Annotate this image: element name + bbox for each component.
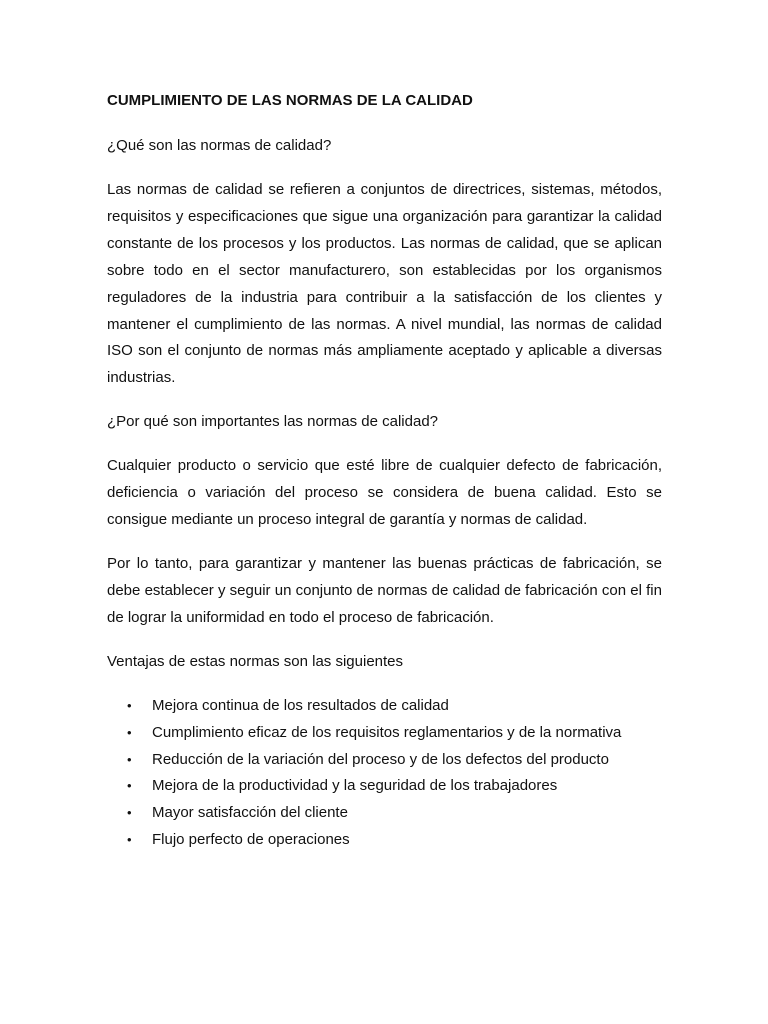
document-page <box>107 88 662 854</box>
list-item-text: Cumplimiento eficaz de los requisitos reglamentarios y de la normativa <box>152 723 622 741</box>
list-item-text: Reducción de la variación del proceso y de los defectos del producto <box>152 750 609 768</box>
bullet-icon: • <box>127 832 132 848</box>
paragraph-importance: Cualquier producto o servicio que esté libre de cualquier defecto de fabricación, deficiencia o variación del proceso se considera de buena calidad. Esto se consigue mediante un proceso integral de garantía y normas de calidad. <box>107 457 662 529</box>
list-item-text: Mejora continua de los resultados de calidad <box>152 696 449 714</box>
section-question-2: ¿Por qué son importantes las normas de calidad? <box>107 413 439 431</box>
list-item <box>107 693 662 720</box>
bullet-icon: • <box>127 724 132 740</box>
list-item-text: Mayor satisfacción del cliente <box>152 804 348 822</box>
document-title: CUMPLIMIENTO DE LAS NORMAS DE LA CALIDAD <box>107 92 473 109</box>
section-question-1: ¿Qué son las normas de calidad? <box>107 137 332 154</box>
paragraph-definition: Las normas de calidad se refieren a conjuntos de directrices, sistemas, métodos, requisitos y especificaciones que sigue una organización para garantizar la calidad constante de los procesos y los productos. Las normas de calidad, que se aplican sobre todo en el sector manufacturero, son establecidas por los organismos reguladores de la industria para contribuir a la satisfacción de los clientes y mantener el cumplimiento de las normas. A nivel mundial, las normas de calidad ISO son el conjunto de normas más ampliamente aceptado y aplicable a diversas industrias. <box>107 181 662 387</box>
list-item <box>107 773 662 800</box>
advantages-list <box>107 693 662 854</box>
list-intro: Ventajas de estas normas son las siguientes <box>107 652 404 670</box>
paragraph-consequence: Por lo tanto, para garantizar y mantener las buenas prácticas de fabricación, se debe establecer y seguir un conjunto de normas de calidad de fabricación con el fin de lograr la uniformidad en todo el proceso de fabricación. <box>107 554 662 626</box>
bullet-icon: • <box>127 805 132 821</box>
list-item-text: Flujo perfecto de operaciones <box>152 831 350 849</box>
bullet-icon: • <box>127 778 132 794</box>
list-item <box>107 827 662 854</box>
list-item <box>107 800 662 827</box>
list-item-text: Mejora de la productividad y la seguridad de los trabajadores <box>152 777 558 795</box>
bullet-icon: • <box>127 697 132 713</box>
list-item <box>107 747 662 774</box>
list-item <box>107 720 662 747</box>
bullet-icon: • <box>127 751 132 767</box>
